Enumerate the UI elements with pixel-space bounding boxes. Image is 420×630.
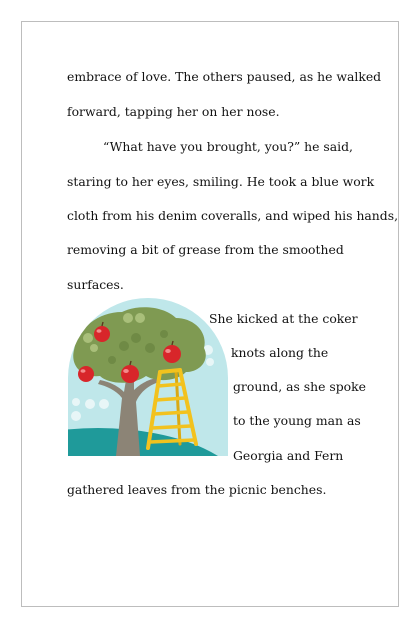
text-line: cloth from his denim coveralls, and wiped his hands, — [67, 208, 399, 223]
apple-tree-illustration — [68, 298, 228, 456]
text-line: knots along the — [231, 345, 329, 360]
text-line: embrace of love. The others paused, as he walked — [67, 69, 382, 84]
text-line: ground, as she spoke — [233, 379, 366, 394]
text-line: “What have you brought, you?” he said, — [103, 139, 353, 154]
text-line: staring to her eyes, smiling. He took a blue work — [67, 174, 375, 189]
text-line: forward, tapping her on her nose. — [67, 104, 280, 119]
text-line: Georgia and Fern — [233, 448, 344, 463]
text-line: to the young man as — [233, 413, 361, 428]
text-line: She kicked at the coker — [209, 311, 358, 326]
apple — [78, 366, 94, 382]
text-line: surfaces. — [67, 277, 124, 292]
text-line: gathered leaves from the picnic benches. — [67, 482, 327, 497]
text-line: removing a bit of grease from the smoothed — [67, 242, 344, 257]
